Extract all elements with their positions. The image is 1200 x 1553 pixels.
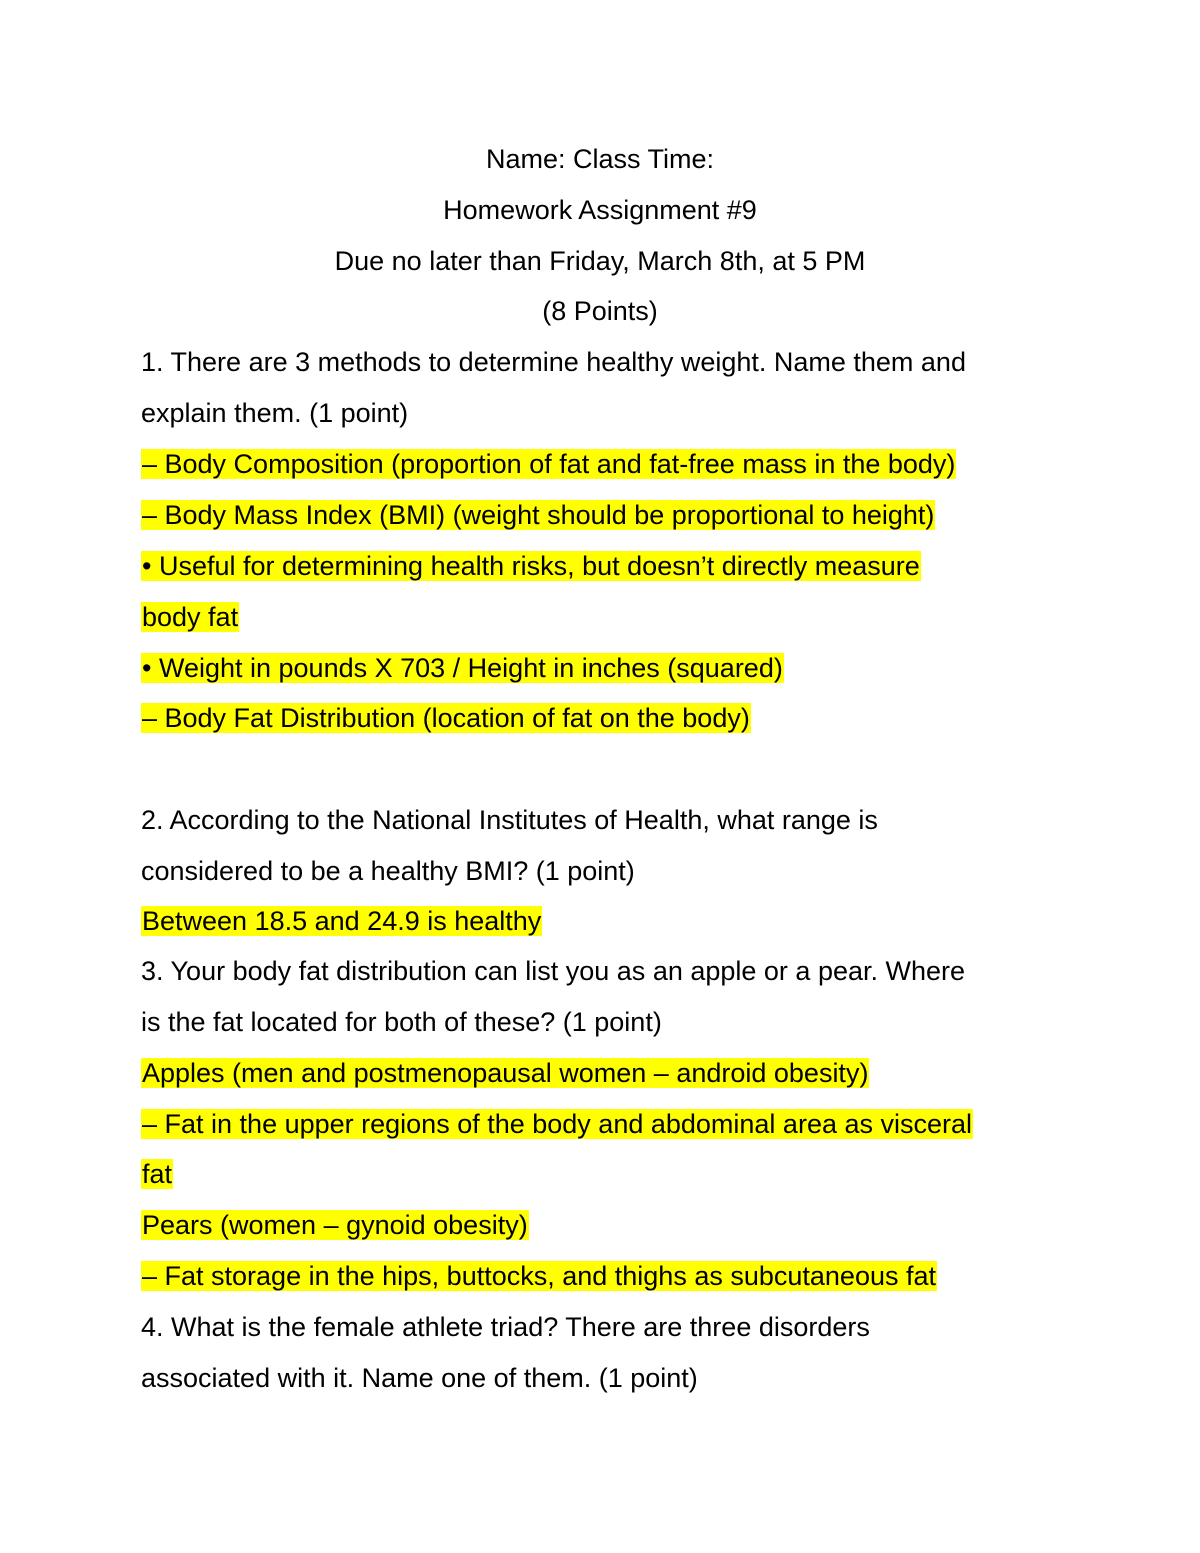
answer-line: – Fat in the upper regions of the body and abdominal area as visceral <box>142 1109 973 1139</box>
answer-line: Apples (men and postmenopausal women – android obesity) <box>142 1058 869 1088</box>
answer-line: body fat <box>142 602 239 632</box>
answer-line: fat <box>142 1159 173 1189</box>
question-2-prompt: 2. According to the National Institutes of Health, what range is <box>141 805 878 835</box>
due-date-line: Due no later than Friday, March 8th, at 5 PM <box>334 246 866 276</box>
answer-line: • Useful for determining health risks, but doesn’t directly measure <box>142 551 920 581</box>
name-class-time-line: Name: Class Time: <box>485 144 715 174</box>
answer-line: – Body Fat Distribution (location of fat on the body) <box>142 703 750 733</box>
answer-line: – Body Mass Index (BMI) (weight should be proportional to height) <box>142 500 935 530</box>
assignment-title: Homework Assignment #9 <box>443 195 757 225</box>
answer-line: • Weight in pounds X 703 / Height in inches (squared) <box>142 653 783 683</box>
question-1-prompt: 1. There are 3 methods to determine healthy weight. Name them and <box>141 347 966 377</box>
answer-line: Between 18.5 and 24.9 is healthy <box>142 906 542 936</box>
question-4-prompt-cont: associated with it. Name one of them. (1 point) <box>141 1363 698 1393</box>
question-1-prompt-cont: explain them. (1 point) <box>141 398 409 428</box>
question-3-prompt: 3. Your body fat distribution can list you as an apple or a pear. Where <box>141 956 966 986</box>
question-4-prompt: 4. What is the female athlete triad? There are three disorders <box>141 1312 870 1342</box>
question-3-prompt-cont: is the fat located for both of these? (1 point) <box>141 1007 662 1037</box>
answer-line: – Body Composition (proportion of fat and fat-free mass in the body) <box>142 449 956 479</box>
question-2-prompt-cont: considered to be a healthy BMI? (1 point) <box>141 856 635 886</box>
points-total: (8 Points) <box>542 296 658 326</box>
answer-line: Pears (women – gynoid obesity) <box>142 1210 528 1240</box>
answer-line: – Fat storage in the hips, buttocks, and thighs as subcutaneous fat <box>142 1261 936 1291</box>
